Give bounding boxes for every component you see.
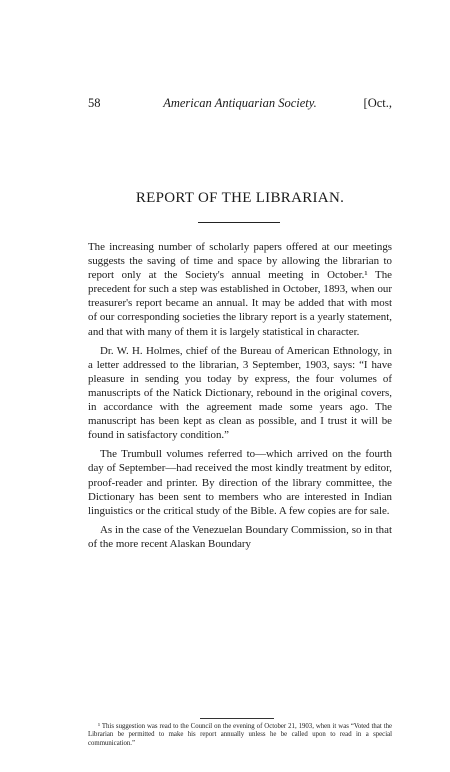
title-rule xyxy=(198,222,280,223)
journal-title: American Antiquarian Society. xyxy=(163,96,317,110)
paragraph: As in the case of the Venezuelan Boundary Commission, so in that of the more recent Alaskan Boundary xyxy=(88,523,392,550)
report-title: REPORT OF THE LIBRARIAN. xyxy=(135,190,345,206)
running-head-date: [Oct., xyxy=(363,96,392,110)
paragraph: The Trumbull volumes referred to—which arrived on the fourth day of September—had received the most kindly treatment by editor, proof-reader and printer. By direction of the library committee, the Dictionary has been sent to members who are interested in Indian linguistics or the critical study of the Bible. A few copies are for sale. xyxy=(88,448,392,517)
paragraph: Dr. W. H. Holmes, chief of the Bureau of American Ethnology, in a letter addressed to the librarian, 3 September, 1903, says: “I have pleasure in sending you today by express, the four volumes of manuscripts of the Natick Dictionary, rebound in the original covers, in accordance with the agreement made some years ago. The manuscript has been kept as clean as possible, and I trust it will be found in satisfactory condition.” xyxy=(88,344,392,442)
body-text xyxy=(88,240,392,556)
running-head xyxy=(88,96,392,114)
footnote: ¹ This suggestion was read to the Council on the evening of October 21, 1903, when it was “Voted that the Librarian be permitted to make his report annually unless he be called upon to read in a special communication.” xyxy=(88,723,392,747)
footnote-rule xyxy=(200,718,274,719)
page-number: 58 xyxy=(88,96,101,110)
paragraph: The increasing number of scholarly papers offered at our meetings suggests the saving of time and space by allowing the librarian to report only at the Society's annual meeting in October.¹ The precedent for such a step was established in October, 1893, when our treasurer's report became an annual. It may be added that with most of our corresponding societies the library report is a yearly statement, and that with many of them it is largely statistical in character. xyxy=(88,241,392,338)
